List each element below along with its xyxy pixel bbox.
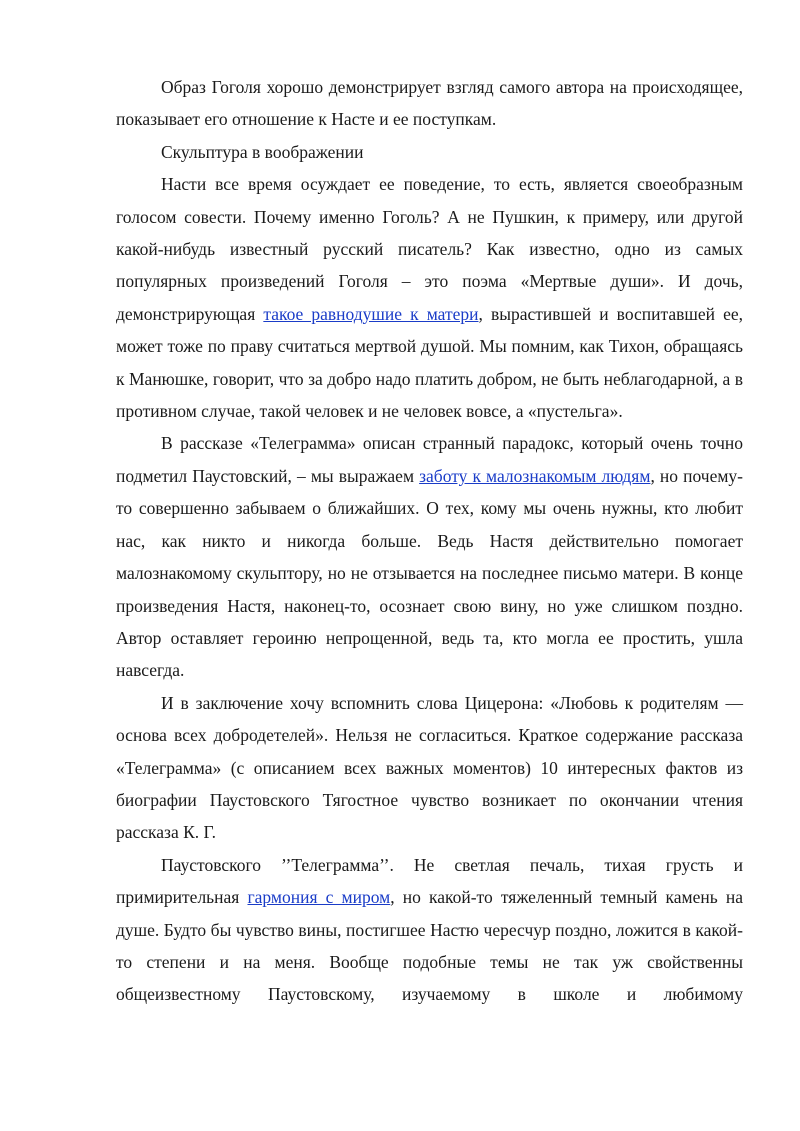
paragraph-conscience xyxy=(116,168,743,427)
paragraph-text: , но какой-то тяжеленный темный камень на душе. Будто бы чувство вины, постигшее Настю чересчур поздно, ложится в какой-то степени и на меня. Вообще подобные темы не так уж свойственны общеизвестному Паустовскому, изучаемому в школе и любимому xyxy=(116,887,743,1005)
link-harmony-with-world[interactable]: гармония с миром xyxy=(247,887,391,908)
paragraph-cicero-quote: И в заключение хочу вспомнить слова Цицерона: «Любовь к родителям — основа всех добродетелей». Нельзя не согласиться. Краткое содержание рассказа «Телеграмма» (с описанием всех важных моментов) 10 интересных фактов из биографии Паустовского Тягостное чувство возникает по окончании чтения рассказа К. Г. xyxy=(116,692,743,843)
paragraph-telegram-paradox xyxy=(116,427,743,686)
paragraph-text: , вырастившей и воспитавшей ее, может тоже по праву считаться мертвой душой. Мы помним, как Тихон, обращаясь к Манюшке, говорит, что за добро надо платить добром, не быть неблагодарной, а в противном случае, такой человек и не человек вовсе, а «пустельга». xyxy=(116,303,743,422)
paragraph-sculpture-heading: Скульптура в воображении xyxy=(161,141,364,162)
paragraph-text: Насти все время осуждает ее поведение, то есть, является своеобразным голосом совести. Почему именно Гоголь? А не Пушкин, к примеру, или другой какой-нибудь известный русский писатель? Как известно, одно из самых популярных произведений Гоголя – это поэма «Мертвые души». И дочь, демонстрирующая xyxy=(116,174,743,324)
paragraph-paustovsky-telegram xyxy=(116,849,743,1011)
paragraph-text: , но почему-то совершенно забываем о ближайших. О тех, кому мы очень нужны, кто любит нас, как никто и никогда больше. Ведь Настя действительно помогает малознакомому скульптору, но не отзывается на последнее письмо матери. В конце произведения Настя, наконец-то, осознает свою вину, но уже слишком поздно. Автор оставляет героиню непрощенной, ведь та, кто могла ее простить, ушла навсегда. xyxy=(116,465,743,681)
paragraph-text: В рассказе «Телеграмма» описан странный парадокс, который очень точно подметил Паустовский, – мы выражаем xyxy=(116,433,743,486)
paragraph-gogol-image: Образ Гоголя хорошо демонстрирует взгляд самого автора на происходящее, показывает его отношение к Насте и ее поступкам. xyxy=(116,77,743,130)
link-care-for-strangers[interactable]: заботу к малознакомым людям xyxy=(419,465,651,486)
link-indifference-to-mother[interactable]: такое равнодушие к матери xyxy=(263,303,479,324)
paragraph-text: Паустовского ’’Телеграмма’’. Не светлая печаль, тихая грусть и примирительная xyxy=(116,854,743,908)
document-body xyxy=(116,71,743,1011)
